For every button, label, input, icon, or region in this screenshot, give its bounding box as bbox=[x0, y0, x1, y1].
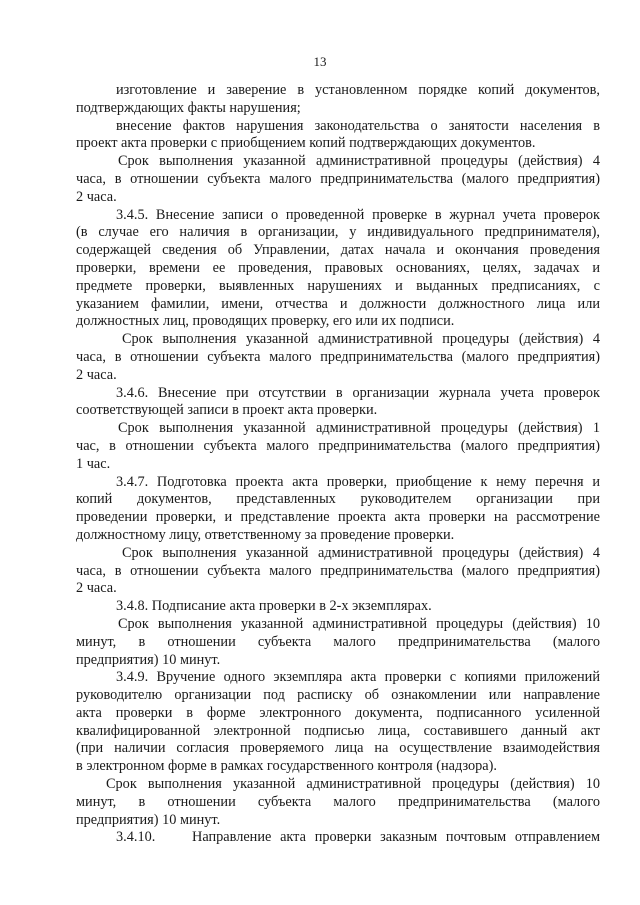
text-line: (в случае его наличия в организации, у индивидуального предпринимателя), bbox=[76, 224, 600, 241]
text-line: Срок выполнения указанной административной процедуры (действия) 1 bbox=[118, 420, 600, 437]
text-line: минут, в отношении субъекта малого предпринимательства (малого bbox=[76, 793, 600, 810]
text-line: 3.4.8. Подписание акта проверки в 2-х экземплярах. bbox=[116, 598, 432, 615]
text-line: часа, в отношении субъекта малого предпринимательства (малого предприятия) bbox=[76, 348, 600, 365]
text-line: 2 часа. bbox=[76, 580, 117, 597]
text-line: в электронном форме в рамках государственного контроля (надзора). bbox=[76, 758, 497, 775]
document-body bbox=[76, 82, 600, 847]
text-line: 3.4.7. Подготовка проекта акта проверки, приобщение к нему перечня и bbox=[116, 473, 600, 490]
text-line: Срок выполнения указанной административной процедуры (действия) 4 bbox=[118, 153, 600, 170]
text-line: часа, в отношении субъекта малого предпринимательства (малого предприятия) bbox=[76, 562, 600, 579]
text-line: содержащей сведения об Управлении, датах начала и окончания проведения bbox=[76, 242, 600, 259]
text-line: должностных лиц, проводящих проверку, его или их подписи. bbox=[76, 313, 455, 330]
text-line: подтверждающих факты нарушения; bbox=[76, 99, 301, 116]
text-line: Срок выполнения указанной административной процедуры (действия) 4 bbox=[122, 544, 600, 561]
text-line: Срок выполнения указанной административной процедуры (действия) 4 bbox=[122, 331, 600, 348]
text-line: минут, в отношении субъекта малого предпринимательства (малого bbox=[76, 633, 600, 650]
text-line: указанием фамилии, имени, отчества и должности должностного лица или bbox=[76, 295, 600, 312]
page-number: 13 bbox=[313, 54, 327, 69]
text-line: внесение фактов нарушения законодательства о занятости населения в bbox=[116, 117, 600, 134]
text-line: 1 час. bbox=[76, 455, 111, 472]
section-number: 3.4.10. bbox=[116, 829, 156, 846]
text-line: час, в отношении субъекта малого предпринимательства (малого предприятия) bbox=[76, 437, 600, 454]
text-line: соответствующей записи в проект акта проверки. bbox=[76, 402, 378, 419]
text-line-last bbox=[76, 829, 600, 847]
text-line: проект акта проверки с приобщением копий подтверждающих документов. bbox=[76, 135, 536, 152]
text-line: предприятия) 10 минут. bbox=[76, 651, 221, 668]
text-line: 3.4.9. Вручение одного экземпляра акта проверки с копиями приложений bbox=[116, 669, 600, 686]
text-line: изготовление и заверение в установленном порядке копий документов, bbox=[116, 82, 600, 98]
text-line: проведении проверки, и представление проекта акта проверки на рассмотрение bbox=[76, 509, 600, 526]
text-line: 2 часа. bbox=[76, 366, 117, 383]
text-line: Срок выполнения указанной административной процедуры (действия) 10 bbox=[106, 776, 600, 793]
text-line: квалифицированной электронной подписью лица, составившего данный акт bbox=[76, 722, 600, 739]
text-line: должностному лицу, ответственному за проведение проверки. bbox=[76, 526, 455, 543]
text-line: Срок выполнения указанной административной процедуры (действия) 10 bbox=[118, 615, 600, 632]
text-line: проверки, времени ее проведения, правовых основаниях, целях, задачах и bbox=[76, 259, 600, 276]
section-text: Направление акта проверки заказным почтовым отправлением bbox=[192, 829, 600, 846]
text-line: 3.4.6. Внесение при отсутствии в организации журнала учета проверок bbox=[116, 384, 600, 401]
text-line: 2 часа. bbox=[76, 188, 117, 205]
text-line: руководителю организации под расписку об ознакомлении или направление bbox=[76, 687, 600, 704]
text-line: предмете проверки, выявленных нарушениях и выданных предписаниях, с bbox=[76, 277, 600, 294]
text-line: предприятия) 10 минут. bbox=[76, 811, 221, 828]
text-line: (при наличии согласия проверяемого лица на осуществление взаимодействия bbox=[76, 740, 600, 757]
text-line: часа, в отношении субъекта малого предпринимательства (малого предприятия) bbox=[76, 170, 600, 187]
text-line: 3.4.5. Внесение записи о проведенной проверке в журнал учета проверок bbox=[116, 206, 600, 223]
text-line: акта проверки в форме электронного документа, подписанного усиленной bbox=[76, 704, 600, 721]
text-line: копий документов, представленных руководителем организации при bbox=[76, 491, 600, 508]
